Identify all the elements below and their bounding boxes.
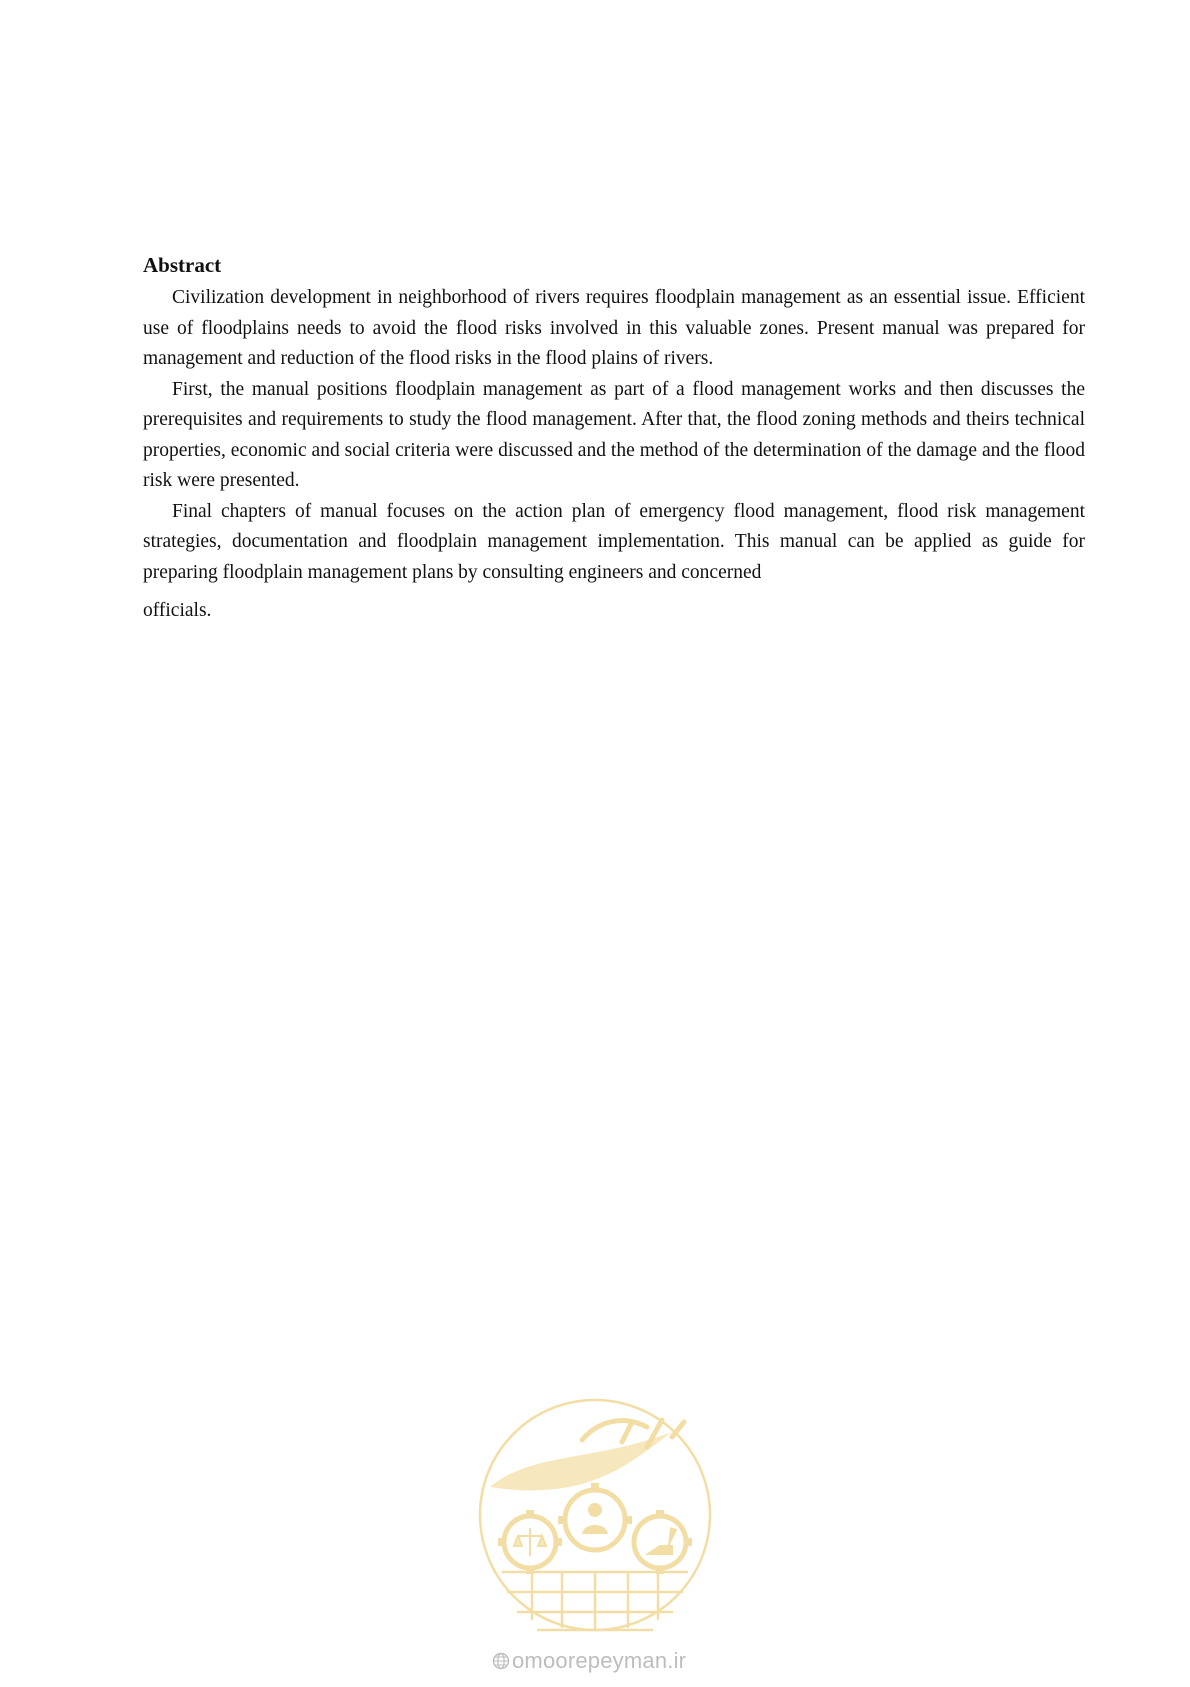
abstract-paragraph-3	[143, 497, 1085, 627]
abstract-heading: Abstract	[143, 253, 222, 277]
watermark-site-text: omoorepeyman.ir	[512, 1648, 687, 1673]
abstract-section	[143, 251, 1085, 627]
abstract-paragraph-3-last-line: officials.	[143, 600, 212, 621]
abstract-paragraph-1: Civilization development in neighborhood of rivers requires floodplain management as an essential issue. Efficient use of floodplains needs to avoid the flood risks involved in this valuable zones. Present manual was prepared for management and reduction of the flood risks in the flood plains of rivers.	[143, 287, 1085, 369]
watermark-logo	[472, 1392, 718, 1687]
watermark-site-label	[492, 1648, 686, 1674]
abstract-paragraph-2: First, the manual positions floodplain management as part of a flood management works and then discusses the prerequisites and requirements to study the flood management. After that, the flood zoning methods and theirs technical properties, economic and social criteria were discussed and the method of the determination of the damage and the flood risk were presented.	[143, 378, 1085, 491]
abstract-paragraph-3-text: Final chapters of manual focuses on the action plan of emergency flood management, flood risk management strategies, documentation and floodplain management implementation. This manual can be applied as guide for preparing floodplain management plans by consulting engineers and concerned	[143, 500, 1085, 583]
globe-icon	[492, 1652, 510, 1670]
